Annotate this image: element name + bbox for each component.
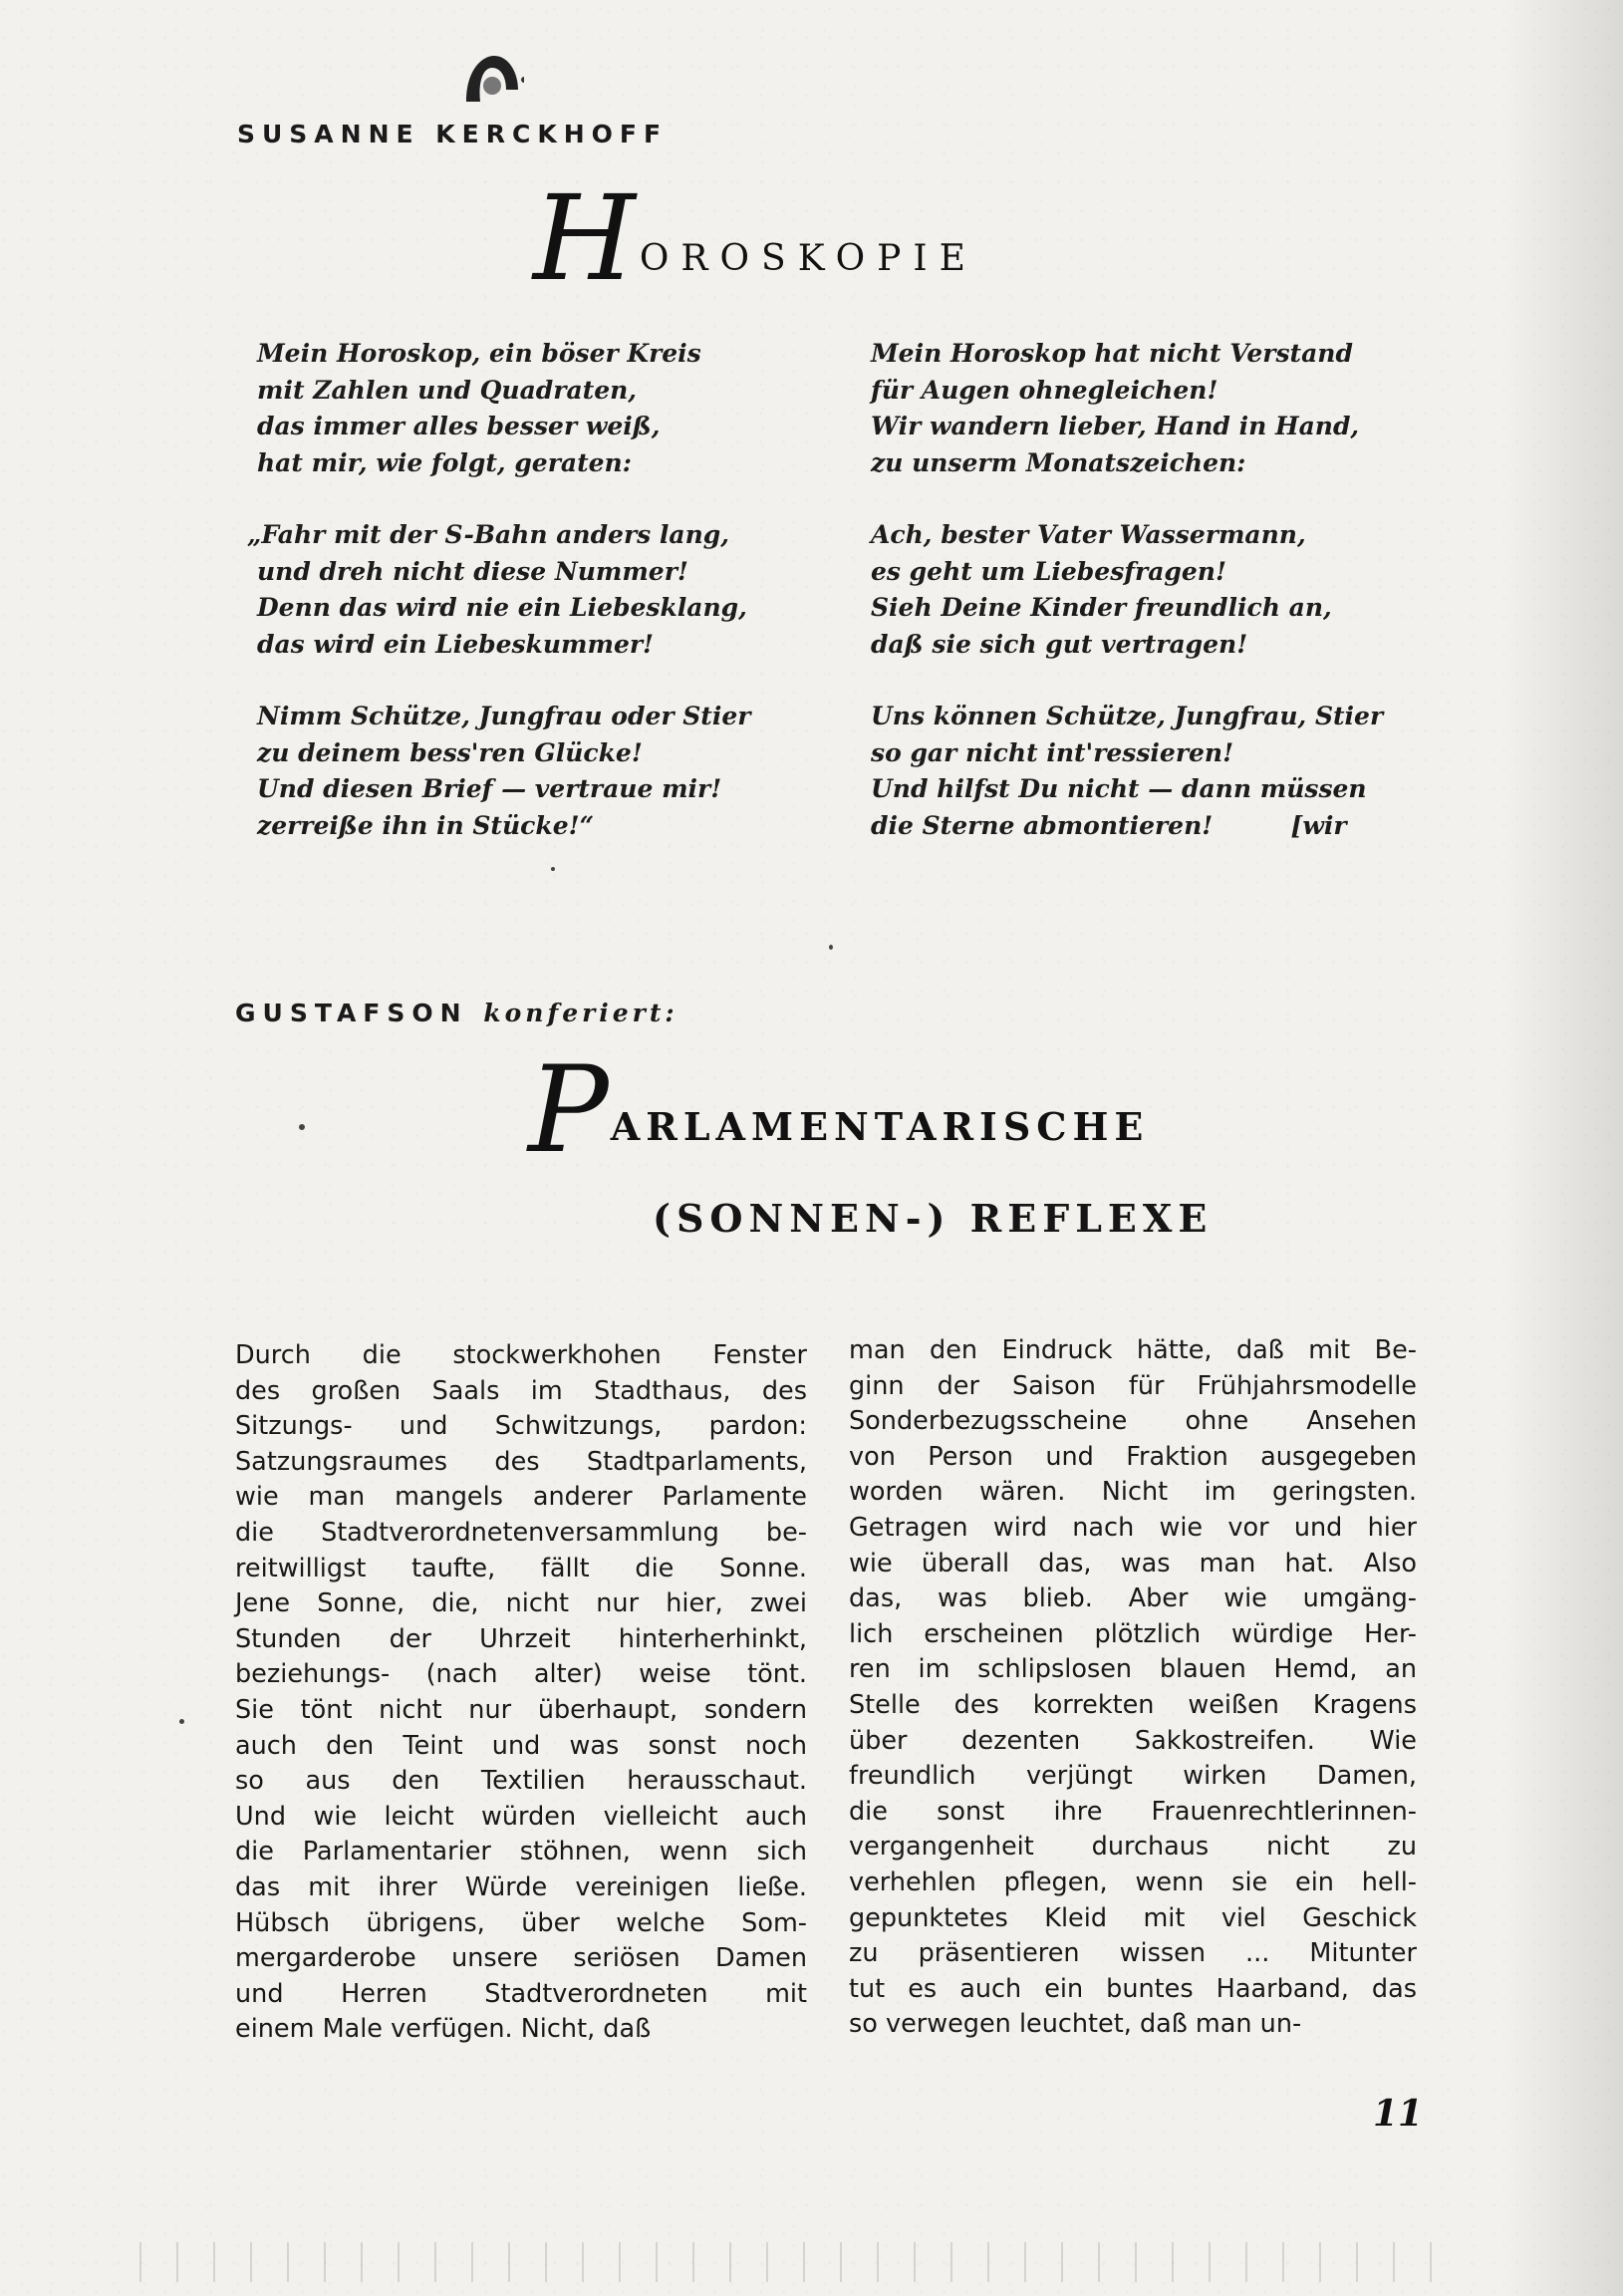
prose-line: die Parlamentarier stöhnen, wenn sich	[235, 1837, 807, 1867]
prose-line: Stelle des korrekten weißen Kragens	[849, 1689, 1417, 1720]
prose-line: Satzungsraumes des Stadtparlaments,	[235, 1446, 807, 1477]
prose-line: Sitzungs- und Schwitzungs, pardon:	[235, 1411, 807, 1442]
prose-line: verhehlen pflegen, wenn sie ein hell-	[849, 1866, 1417, 1897]
verse-line: Und hilfst Du nicht — dann müssen	[871, 774, 1367, 803]
verse-line: für Augen ohnegleichen!	[871, 375, 1218, 405]
article-left-column	[235, 1338, 807, 2048]
prose-line: vergangenheit durchaus nicht zu	[849, 1832, 1417, 1863]
prose-line: und Herren Stadtverordneten mit	[235, 1978, 807, 2009]
prose-line: zu präsentieren wissen ... Mitunter	[849, 1938, 1417, 1969]
verse-line: Sieh Deine Kinder freundlich an,	[871, 593, 1332, 622]
prose-line: von Person und Fraktion ausgegeben	[849, 1441, 1417, 1472]
poem-title-initial: H	[533, 169, 636, 307]
stanza	[247, 517, 815, 663]
stanza	[871, 336, 1429, 481]
scan-speck	[299, 1124, 305, 1130]
prose-line: lich erscheinen plötzlich würdige Her-	[849, 1618, 1417, 1649]
verse-line: hat mir, wie folgt, geraten:	[257, 447, 632, 477]
scan-speck	[179, 1719, 184, 1724]
prose-line: Hübsch übrigens, über welche Som-	[235, 1907, 807, 1938]
verse-line: Nimm Schütze, Jungfrau oder Stier	[257, 702, 751, 730]
prose-line: ginn der Saison für Frühjahrsmodelle	[849, 1370, 1417, 1401]
prose-line: gepunktetes Kleid mit viel Geschick	[849, 1902, 1417, 1933]
poem-right-column	[871, 336, 1429, 880]
article-subtitle: (SONNEN-) REFLEXE	[653, 1196, 1214, 1241]
prose-line: Jene Sonne, die, nicht nur hier, zwei	[235, 1588, 807, 1619]
verse-line: Mein Horoskop, ein böser Kreis	[257, 339, 701, 368]
scan-speck	[829, 945, 833, 950]
prose-line: ren im schlipslosen blauen Hemd, an	[849, 1654, 1417, 1685]
article-title-rest: ARLAMENTARISCHE	[610, 1104, 1150, 1149]
prose-line: auch den Teint und was sonst noch	[235, 1730, 807, 1761]
verse-line: zerreiße ihn in Stücke!“	[257, 810, 594, 840]
prose-line: so aus den Textilien herausschaut.	[235, 1766, 807, 1797]
verse-line: daß sie sich gut vertragen!	[871, 629, 1248, 659]
verse-line: es geht um Liebesfragen!	[871, 556, 1226, 586]
publisher-emblem-icon	[458, 50, 524, 110]
prose-line: man den Eindruck hätte, daß mit Be-	[849, 1335, 1417, 1365]
prose-line: Durch die stockwerkhohen Fenster	[235, 1340, 807, 1370]
verse-line: Mein Horoskop hat nicht Verstand	[871, 339, 1353, 368]
prose-line: einem Male verfügen. Nicht, daß	[235, 2014, 652, 2045]
prose-line: des großen Saals im Stadthaus, des	[235, 1375, 807, 1406]
prose-line: wie man mangels anderer Parlamente	[235, 1482, 807, 1513]
poem-left-column	[247, 336, 815, 880]
stanza	[257, 336, 815, 481]
verse-line: Uns können Schütze, Jungfrau, Stier	[871, 702, 1384, 730]
verse-line: das immer alles besser weiß,	[257, 412, 661, 440]
article-title-initial: P	[528, 1041, 609, 1180]
article-author	[235, 999, 678, 1027]
prose-line: das, was blieb. Aber wie umgäng-	[849, 1583, 1417, 1614]
prose-line: die sonst ihre Frauenrechtlerinnen-	[849, 1796, 1417, 1827]
prose-line: reitwilligst taufte, fällt die Sonne.	[235, 1553, 807, 1583]
prose-line: Stunden der Uhrzeit hinterherhinkt,	[235, 1623, 807, 1654]
scan-speck	[551, 867, 555, 871]
verse-line: Und diesen Brief — vertraue mir!	[257, 774, 722, 803]
verse-line: zu deinem bess'ren Glücke!	[257, 737, 643, 767]
article-title	[528, 1041, 1150, 1180]
prose-line: Getragen wird nach wie vor und hier	[849, 1512, 1417, 1543]
prose-line: die Stadtverordnetenversammlung be-	[235, 1517, 807, 1548]
verse-line: mit Zahlen und Quadraten,	[257, 375, 637, 405]
prose-line: wie überall das, was man hat. Also	[849, 1548, 1417, 1578]
prose-line: freundlich verjüngt wirken Damen,	[849, 1761, 1417, 1792]
verse-line: Ach, bester Vater Wassermann,	[871, 520, 1306, 549]
prose-line: beziehungs- (nach alter) weise tönt.	[235, 1659, 807, 1690]
verse-line: zu unserm Monatszeichen:	[871, 447, 1246, 477]
prose-line: worden wären. Nicht im geringsten.	[849, 1477, 1417, 1508]
poem-title-rest: OROSKOPIE	[639, 238, 977, 279]
prose-line: so verwegen leuchtet, daß man un-	[849, 2009, 1302, 2040]
verse-line: die Sterne abmontieren! [wir	[871, 810, 1347, 840]
prose-line: mergarderobe unsere seriösen Damen	[235, 1943, 807, 1974]
verse-line: so gar nicht int'ressieren!	[871, 737, 1234, 767]
prose-line: Und wie leicht würden vielleicht auch	[235, 1801, 807, 1832]
stanza	[871, 517, 1429, 663]
verse-line: Denn das wird nie ein Liebesklang,	[257, 593, 747, 622]
poem-title	[533, 169, 977, 307]
prose-line: Sonderbezugsscheine ohne Ansehen	[849, 1406, 1417, 1437]
verse-line: und dreh nicht diese Nummer!	[257, 556, 688, 586]
article-right-column	[849, 1333, 1417, 2043]
verse-line: Wir wandern lieber, Hand in Hand,	[871, 412, 1360, 440]
poem-author: SUSANNE KERCKHOFF	[237, 120, 669, 148]
article-author-name: GUSTAFSON	[235, 999, 468, 1027]
verse-line: das wird ein Liebeskummer!	[257, 629, 655, 659]
scan-noise	[139, 2242, 1435, 2282]
stanza	[871, 699, 1429, 844]
stanza	[257, 699, 815, 844]
page-number: 11	[1373, 2093, 1424, 2135]
prose-line: tut es auch ein buntes Haarband, das	[849, 1973, 1417, 2004]
prose-line: Sie tönt nicht nur überhaupt, sondern	[235, 1694, 807, 1725]
article-author-suffix: konferiert:	[483, 999, 678, 1027]
verse-line: „Fahr mit der S-Bahn anders lang,	[247, 520, 729, 549]
prose-line: das mit ihrer Würde vereinigen ließe.	[235, 1871, 807, 1902]
prose-line: über dezenten Sakkostreifen. Wie	[849, 1725, 1417, 1756]
page-edge-shadow	[1503, 0, 1623, 2296]
